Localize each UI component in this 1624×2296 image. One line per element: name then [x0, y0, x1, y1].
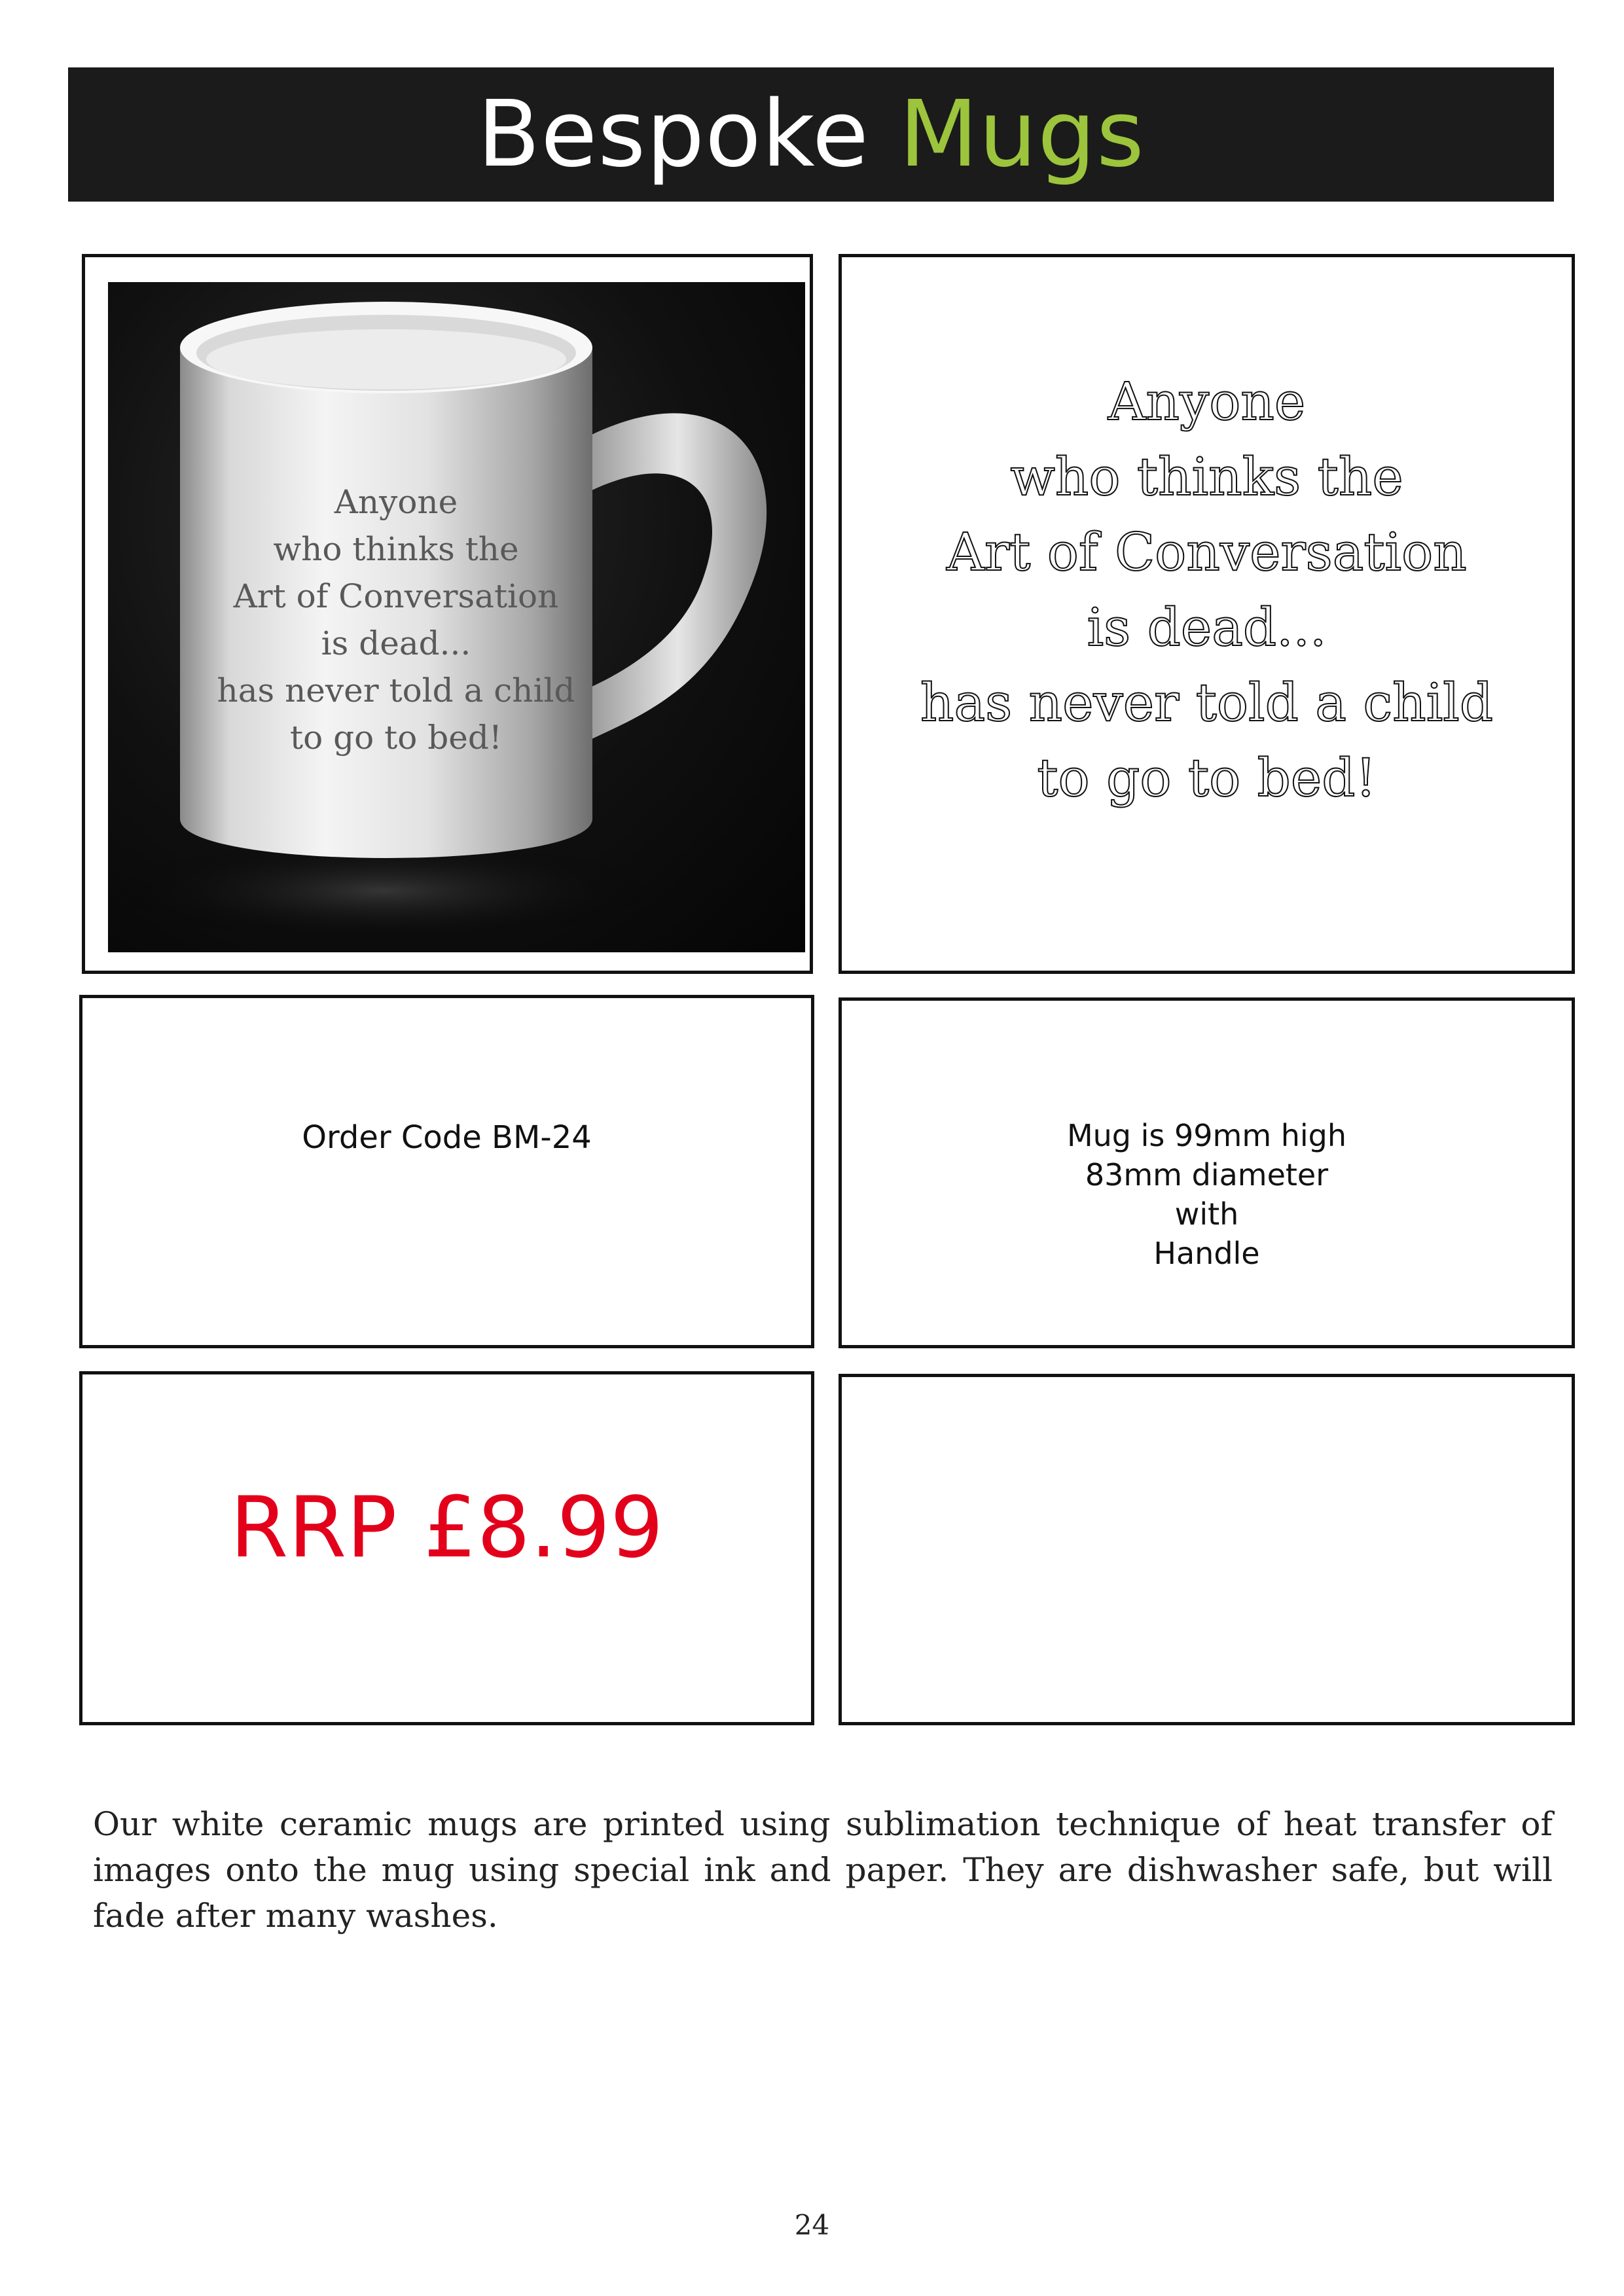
dimensions-box	[839, 997, 1575, 1348]
quote-line: has never told a child	[920, 672, 1494, 733]
price-label: RRP £8.99	[230, 1479, 664, 1577]
mug-quote-line: is dead...	[321, 624, 471, 662]
title-accent: Mugs	[899, 81, 1145, 188]
quote-line: Anyone	[1108, 371, 1306, 432]
mug-quote-line: has never told a child	[217, 672, 575, 709]
dimension-line: Mug is 99mm high	[1066, 1118, 1347, 1153]
mug-quote-line: Anyone	[334, 483, 458, 521]
quote-line: Art of Conversation	[947, 522, 1467, 583]
quote-line: is dead...	[1087, 597, 1327, 658]
quote-line: who thinks the	[1010, 446, 1403, 507]
page-number: 24	[794, 2209, 830, 2241]
dimension-line: 83mm diameter	[1085, 1157, 1329, 1193]
quote-panel	[839, 254, 1575, 974]
order-code: Order Code BM-24	[302, 1119, 592, 1156]
title-main: Bespoke	[477, 81, 869, 188]
dimension-line: with	[1174, 1196, 1239, 1232]
mug-quote-line: to go to bed!	[290, 719, 502, 757]
empty-box	[839, 1374, 1575, 1725]
product-description: Our white ceramic mugs are printed using sublimation technique of heat transfer of images onto the mug using special ink and paper. They are dishwasher safe, but will fade after many washes.	[93, 1805, 1553, 1935]
page-title	[477, 81, 1145, 188]
mug-printed-quote	[213, 478, 579, 761]
title-banner	[68, 67, 1554, 202]
dimension-line: Handle	[1153, 1236, 1260, 1271]
quote-text	[842, 364, 1572, 816]
price-box	[79, 1371, 814, 1725]
mug-photo	[108, 282, 805, 952]
mug-quote-line: who thinks the	[273, 530, 519, 568]
dimensions-text	[842, 1116, 1572, 1273]
mug-quote-line: Art of Conversation	[233, 577, 559, 615]
order-code-box	[79, 995, 814, 1348]
quote-line: to go to bed!	[1037, 747, 1377, 808]
product-image-box	[82, 254, 813, 974]
